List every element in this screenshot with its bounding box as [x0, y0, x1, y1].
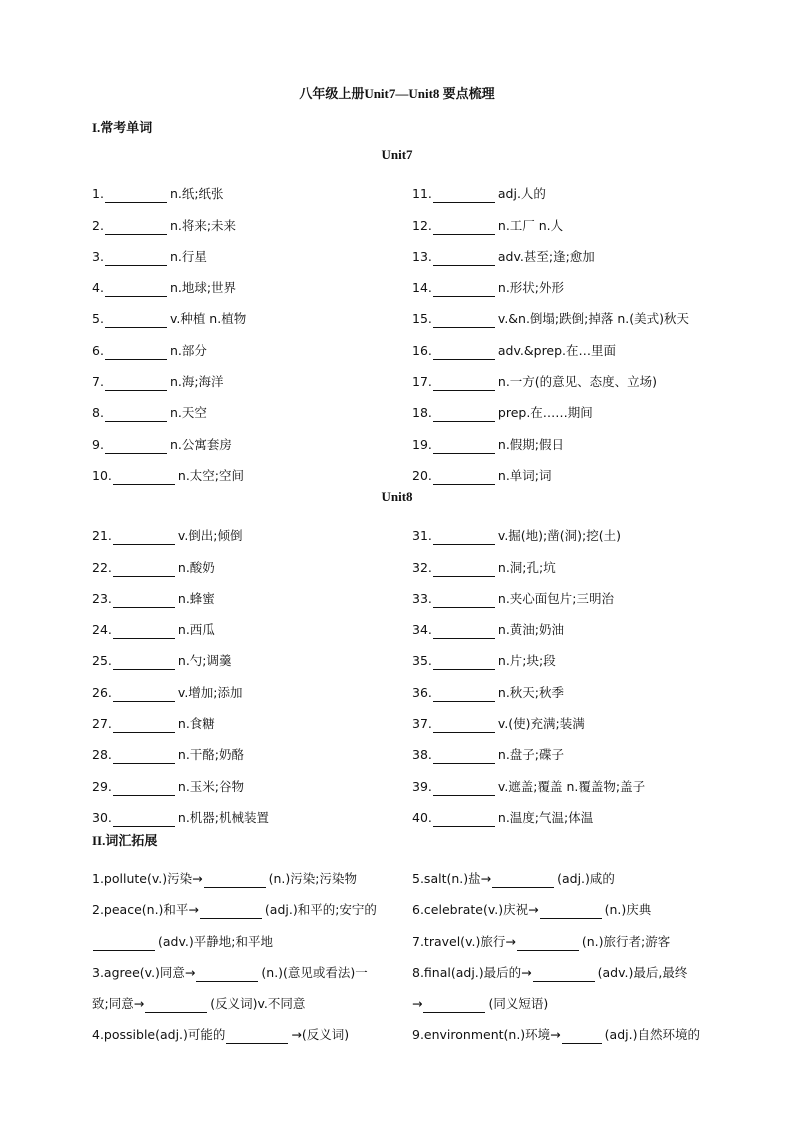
- answer-blank[interactable]: [517, 937, 579, 951]
- word-item: [412, 670, 732, 701]
- word-item: [92, 203, 412, 234]
- extension-prompt: 7.travel(v.)旅行→: [412, 933, 516, 949]
- item-number: 28.: [92, 747, 112, 763]
- word-item: [412, 172, 732, 203]
- word-item: [412, 639, 732, 670]
- item-number: 11.: [412, 186, 432, 202]
- extension-item: [92, 951, 412, 982]
- answer-blank[interactable]: [433, 563, 495, 577]
- item-number: 19.: [412, 436, 432, 452]
- word-item: [92, 608, 412, 639]
- definition-text: n.地球;世界: [169, 280, 237, 296]
- item-number: 25.: [92, 653, 112, 669]
- definition-text: v.种植 n.植物: [169, 311, 247, 327]
- definition-text: n.蜂蜜: [177, 590, 215, 606]
- extension-prompt: 3.agree(v.)同意→: [92, 964, 196, 980]
- answer-blank[interactable]: [113, 813, 175, 827]
- definition-text: n.勺;调羹: [177, 653, 232, 669]
- answer-blank[interactable]: [492, 874, 554, 888]
- definition-text: n.假期;假日: [497, 436, 564, 452]
- extension-prompt: 4.possible(adj.)可能的: [92, 1027, 226, 1043]
- word-item: [92, 639, 412, 670]
- item-number: 20.: [412, 467, 432, 483]
- answer-blank[interactable]: [113, 688, 175, 702]
- answer-blank[interactable]: [145, 999, 207, 1013]
- definition-text: n.海;海洋: [169, 374, 224, 390]
- answer-blank[interactable]: [105, 221, 167, 235]
- extension-item: [412, 888, 732, 919]
- definition-text: n.行星: [169, 248, 207, 264]
- word-item: [412, 203, 732, 234]
- answer-blank[interactable]: [433, 346, 495, 360]
- word-item: [92, 328, 412, 359]
- answer-blank[interactable]: [433, 719, 495, 733]
- definition-text: n.干酪;奶酪: [177, 747, 244, 763]
- item-number: 9.: [92, 436, 104, 452]
- extension-prompt: 8.final(adj.)最后的→: [412, 964, 532, 980]
- item-number: 21.: [92, 528, 112, 544]
- item-number: 8.: [92, 405, 104, 421]
- extension-item: [412, 982, 732, 1013]
- definition-text: n.形状;外形: [497, 280, 564, 296]
- definition-text: n.夹心面包片;三明治: [497, 590, 614, 606]
- definition-text: n.西瓜: [177, 622, 215, 638]
- answer-blank[interactable]: [196, 968, 258, 982]
- definition-text: n.太空;空间: [177, 467, 244, 483]
- definition-text: n.单词;词: [497, 467, 552, 483]
- answer-blank[interactable]: [113, 782, 175, 796]
- word-item: [92, 545, 412, 576]
- section-heading-extension: II.词汇拓展: [92, 833, 158, 848]
- answer-blank[interactable]: [105, 408, 167, 422]
- word-item: [412, 764, 732, 795]
- answer-blank[interactable]: [533, 968, 595, 982]
- word-item: [412, 514, 732, 545]
- extension-prompt: 9.environment(n.)环境→: [412, 1027, 561, 1043]
- item-number: 40.: [412, 809, 432, 825]
- item-number: 39.: [412, 778, 432, 794]
- unit7-word-list: [92, 172, 732, 485]
- answer-blank[interactable]: [113, 656, 175, 670]
- answer-blank[interactable]: [433, 314, 495, 328]
- item-number: 23.: [92, 590, 112, 606]
- extension-item: [92, 982, 412, 1013]
- answer-blank[interactable]: [113, 471, 175, 485]
- definition-text: n.黄油;奶油: [497, 622, 564, 638]
- answer-blank[interactable]: [105, 314, 167, 328]
- item-number: 38.: [412, 747, 432, 763]
- definition-text: n.秋天;秋季: [497, 684, 564, 700]
- definition-text: adj.人的: [497, 186, 546, 202]
- word-item: [412, 328, 732, 359]
- definition-text: n.玉米;谷物: [177, 778, 244, 794]
- definition-text: v.&n.倒塌;跌倒;掉落 n.(美式)秋天: [497, 311, 689, 327]
- definition-text: n.温度;气温;体温: [497, 809, 594, 825]
- extension-item: [92, 1013, 412, 1044]
- extension-item: [412, 1013, 732, 1044]
- answer-blank[interactable]: [105, 346, 167, 360]
- extension-prompt: 5.salt(n.)盐→: [412, 871, 492, 887]
- extension-item: [412, 951, 732, 982]
- extension-hint: (adj.)和平的;安宁的: [264, 902, 377, 918]
- extension-hint: (adv.)平静地;和平地: [158, 933, 273, 949]
- item-number: 32.: [412, 559, 432, 575]
- item-number: 17.: [412, 374, 432, 390]
- extension-prompt: 致;同意→: [92, 995, 145, 1011]
- answer-blank[interactable]: [113, 625, 175, 639]
- extension-prompt: 2.peace(n.)和平→: [92, 902, 199, 918]
- word-item: [412, 577, 732, 608]
- item-number: 6.: [92, 342, 104, 358]
- answer-blank[interactable]: [105, 283, 167, 297]
- word-item: [412, 454, 732, 485]
- unit8-heading: Unit8: [381, 489, 413, 504]
- answer-blank[interactable]: [105, 189, 167, 203]
- word-item: [412, 266, 732, 297]
- answer-blank[interactable]: [113, 531, 175, 545]
- definition-text: n.公寓套房: [169, 436, 232, 452]
- answer-blank[interactable]: [433, 408, 495, 422]
- extension-hint: (n.)旅行者;游客: [581, 933, 671, 949]
- word-item: [412, 297, 732, 328]
- answer-blank[interactable]: [433, 252, 495, 266]
- word-item: [92, 422, 412, 453]
- word-item: [92, 733, 412, 764]
- word-item: [412, 702, 732, 733]
- extension-item: [412, 919, 732, 950]
- item-number: 12.: [412, 217, 432, 233]
- extension-item: [92, 888, 412, 919]
- answer-blank[interactable]: [433, 813, 495, 827]
- answer-blank[interactable]: [433, 531, 495, 545]
- answer-blank[interactable]: [433, 377, 495, 391]
- word-item: [92, 360, 412, 391]
- word-item: [412, 545, 732, 576]
- word-item: [412, 796, 732, 827]
- answer-blank[interactable]: [433, 750, 495, 764]
- extension-hint: (同义短语): [488, 995, 549, 1011]
- item-number: 36.: [412, 684, 432, 700]
- extension-hint: (n.)污染;污染物: [268, 871, 357, 887]
- answer-blank[interactable]: [433, 189, 495, 203]
- item-number: 18.: [412, 405, 432, 421]
- answer-blank[interactable]: [540, 905, 602, 919]
- extension-prompt: 6.celebrate(v.)庆祝→: [412, 902, 539, 918]
- definition-text: n.片;块;段: [497, 653, 556, 669]
- extension-hint: →(反义词): [291, 1027, 350, 1043]
- extension-prompt: →: [412, 995, 423, 1011]
- page-title: 八年级上册Unit7—Unit8 要点梳理: [299, 86, 495, 101]
- definition-text: n.洞;孔;坑: [497, 559, 556, 575]
- definition-text: n.机器;机械装置: [177, 809, 269, 825]
- extension-hint: (adv.)最后,最终: [597, 964, 688, 980]
- definition-text: v.倒出;倾倒: [177, 528, 243, 544]
- item-number: 10.: [92, 467, 112, 483]
- unit8-word-list: [92, 514, 732, 827]
- item-number: 13.: [412, 248, 432, 264]
- answer-blank[interactable]: [433, 440, 495, 454]
- item-number: 33.: [412, 590, 432, 606]
- extension-hint: (n.)(意见或看法)一: [261, 964, 368, 980]
- answer-blank[interactable]: [113, 563, 175, 577]
- answer-blank[interactable]: [433, 283, 495, 297]
- item-number: 3.: [92, 248, 104, 264]
- item-number: 27.: [92, 716, 112, 732]
- answer-blank[interactable]: [423, 999, 485, 1013]
- item-number: 7.: [92, 374, 104, 390]
- word-item: [92, 702, 412, 733]
- definition-text: n.一方(的意见、态度、立场): [497, 374, 658, 390]
- extension-prompt: 1.pollute(v.)污染→: [92, 871, 203, 887]
- item-number: 14.: [412, 280, 432, 296]
- section-heading-words: I.常考单词: [92, 120, 153, 135]
- definition-text: v.增加;添加: [177, 684, 243, 700]
- extension-item: [92, 919, 412, 950]
- definition-text: n.部分: [169, 342, 207, 358]
- word-item: [412, 422, 732, 453]
- answer-blank[interactable]: [433, 688, 495, 702]
- answer-blank[interactable]: [113, 719, 175, 733]
- answer-blank[interactable]: [562, 1030, 602, 1044]
- answer-blank[interactable]: [433, 594, 495, 608]
- definition-text: n.盘子;碟子: [497, 747, 564, 763]
- word-item: [92, 297, 412, 328]
- answer-blank[interactable]: [433, 625, 495, 639]
- definition-text: v.遮盖;覆盖 n.覆盖物;盖子: [497, 778, 646, 794]
- definition-text: v.掘(地);凿(洞);挖(土): [497, 528, 621, 544]
- definition-text: n.天空: [169, 405, 207, 421]
- definition-text: adv.甚至;逢;愈加: [497, 248, 595, 264]
- item-number: 5.: [92, 311, 104, 327]
- extension-hint: (adj.)自然环境的: [604, 1027, 700, 1043]
- item-number: 26.: [92, 684, 112, 700]
- definition-text: adv.&prep.在…里面: [497, 342, 617, 358]
- extension-item: [92, 857, 412, 888]
- answer-blank[interactable]: [433, 221, 495, 235]
- word-item: [92, 796, 412, 827]
- word-item: [412, 360, 732, 391]
- word-item: [412, 608, 732, 639]
- word-item: [92, 670, 412, 701]
- word-item: [92, 235, 412, 266]
- extension-item: [412, 857, 732, 888]
- item-number: 16.: [412, 342, 432, 358]
- vocabulary-extension-list: [92, 857, 732, 1044]
- item-number: 31.: [412, 528, 432, 544]
- word-item: [92, 266, 412, 297]
- answer-blank[interactable]: [433, 656, 495, 670]
- answer-blank[interactable]: [226, 1030, 288, 1044]
- answer-blank[interactable]: [433, 471, 495, 485]
- word-item: [92, 391, 412, 422]
- item-number: 30.: [92, 809, 112, 825]
- definition-text: n.纸;纸张: [169, 186, 224, 202]
- item-number: 1.: [92, 186, 104, 202]
- extension-hint: (反义词)v.不同意: [210, 995, 306, 1011]
- definition-text: n.食糖: [177, 716, 215, 732]
- word-item: [92, 764, 412, 795]
- word-item: [92, 514, 412, 545]
- definition-text: prep.在……期间: [497, 405, 593, 421]
- definition-text: n.酸奶: [177, 559, 215, 575]
- word-item: [92, 454, 412, 485]
- word-item: [412, 733, 732, 764]
- answer-blank[interactable]: [200, 905, 262, 919]
- item-number: 29.: [92, 778, 112, 794]
- item-number: 37.: [412, 716, 432, 732]
- extension-hint: (adj.)咸的: [557, 871, 615, 887]
- answer-blank[interactable]: [204, 874, 266, 888]
- definition-text: n.工厂 n.人: [497, 217, 564, 233]
- definition-text: v.(使)充满;装满: [497, 716, 585, 732]
- item-number: 15.: [412, 311, 432, 327]
- answer-blank[interactable]: [433, 782, 495, 796]
- answer-blank[interactable]: [113, 594, 175, 608]
- extension-hint: (n.)庆典: [604, 902, 652, 918]
- unit7-heading: Unit7: [381, 147, 413, 162]
- answer-blank[interactable]: [113, 750, 175, 764]
- answer-blank[interactable]: [105, 440, 167, 454]
- answer-blank[interactable]: [93, 937, 155, 951]
- item-number: 4.: [92, 280, 104, 296]
- answer-blank[interactable]: [105, 377, 167, 391]
- item-number: 35.: [412, 653, 432, 669]
- word-item: [412, 235, 732, 266]
- word-item: [92, 577, 412, 608]
- item-number: 24.: [92, 622, 112, 638]
- item-number: 22.: [92, 559, 112, 575]
- item-number: 2.: [92, 217, 104, 233]
- answer-blank[interactable]: [105, 252, 167, 266]
- word-item: [92, 172, 412, 203]
- item-number: 34.: [412, 622, 432, 638]
- definition-text: n.将来;未来: [169, 217, 237, 233]
- word-item: [412, 391, 732, 422]
